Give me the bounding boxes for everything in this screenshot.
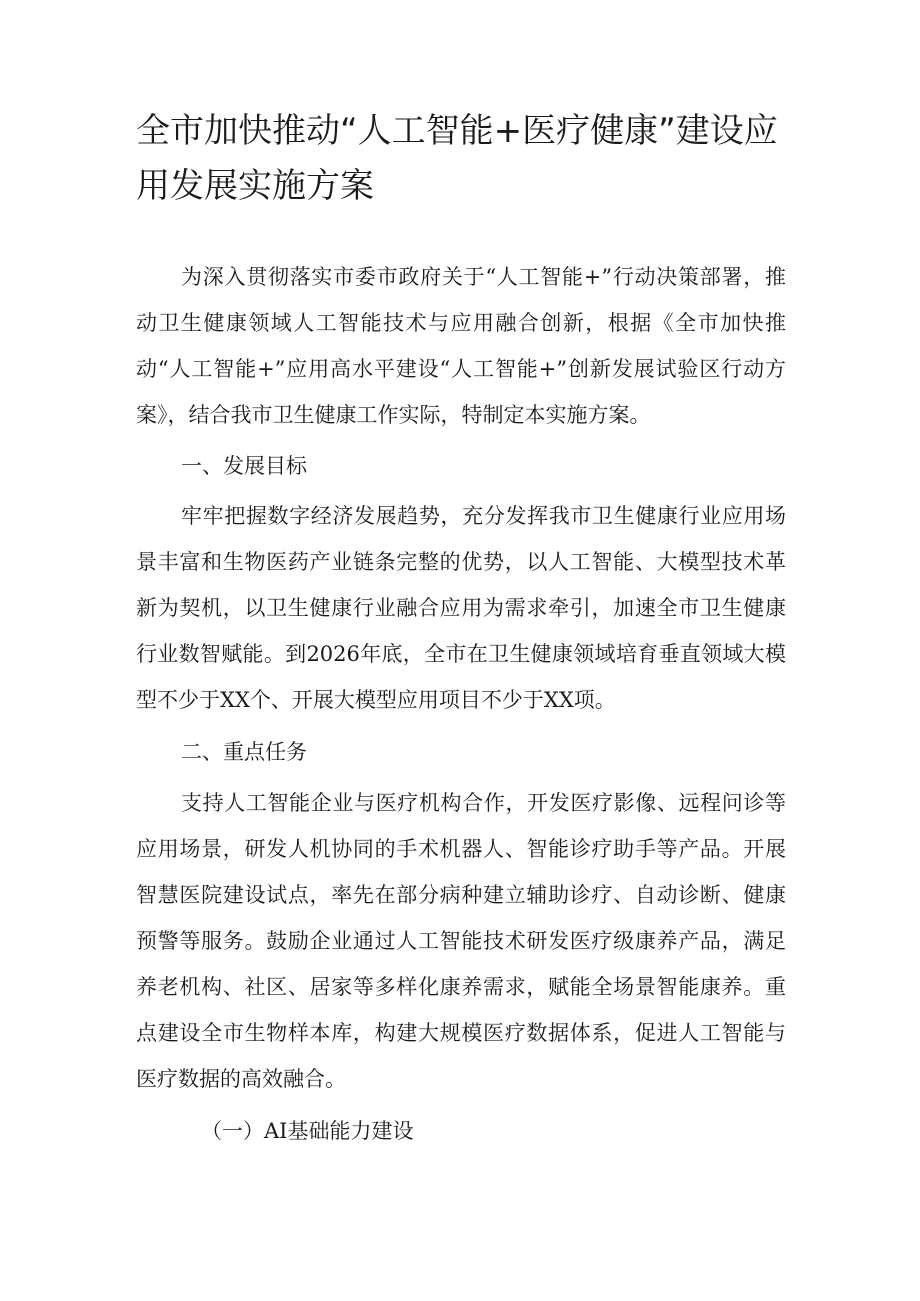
subsection-heading-ai-foundation: （一）AI基础能力建设 bbox=[201, 1119, 414, 1143]
goals-paragraph: 牢牢把握数字经济发展趋势，充分发挥我市卫生健康行业应用场景丰富和生物医药产业链条完整的优势，以人工智能、大模型技术革新为契机，以卫生健康行业融合应用为需求牵引，加速全市卫生健康行业数智赋能。到2026年底，全市在卫生健康领域培育垂直领域大模型不少于XX个、开展大模型应用项目不少于XX项。 bbox=[136, 504, 786, 712]
intro-paragraph: 为深入贯彻落实市委市政府关于“人工智能+”行动决策部署，推动卫生健康领域人工智能技术与应用融合创新，根据《全市加快推动“人工智能+”应用高水平建设“人工智能+”创新发展试验区行动方案》，结合我市卫生健康工作实际，特制定本实施方案。 bbox=[136, 265, 786, 427]
section-heading-goals: 一、发展目标 bbox=[181, 454, 307, 478]
section-heading-tasks: 二、重点任务 bbox=[181, 740, 307, 764]
document-title: 全市加快推动“人工智能+医疗健康”建设应用发展实施方案 bbox=[136, 111, 778, 206]
tasks-paragraph: 支持人工智能企业与医疗机构合作，开发医疗影像、远程问诊等应用场景，研发人机协同的手术机器人、智能诊疗助手等产品。开展智慧医院建设试点，率先在部分病种建立辅助诊疗、自动诊断、健康预警等服务。鼓励企业通过人工智能技术研发医疗级康养产品，满足养老机构、社区、居家等多样化康养需求，赋能全场景智能康养。重点建设全市生物样本库，构建大规模医疗数据体系，促进人工智能与医疗数据的高效融合。 bbox=[136, 791, 786, 1091]
